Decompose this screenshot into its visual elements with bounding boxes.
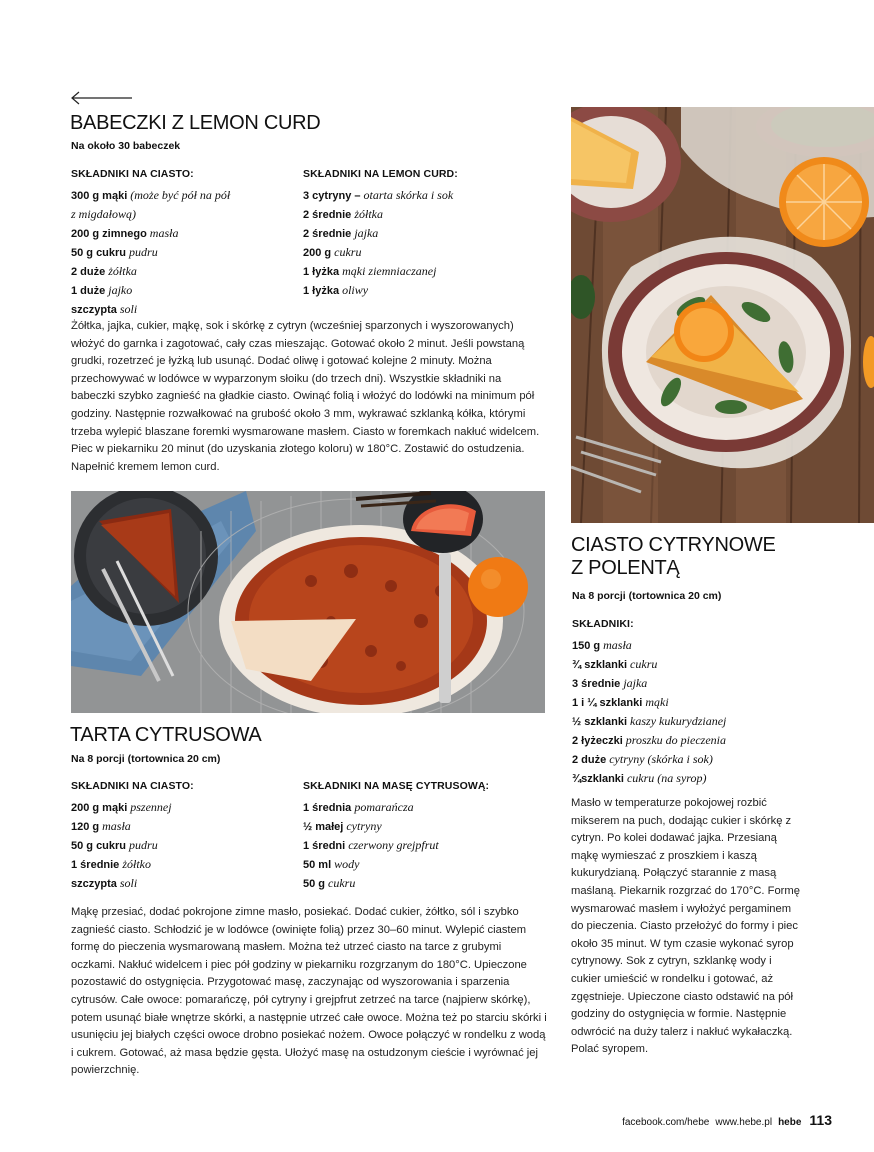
ingredient-quantity: 50 g cukru [71, 840, 127, 852]
ingredient-quantity: 1 łyżka [303, 266, 340, 278]
citrus-tart-photo [71, 491, 545, 713]
ingredients-heading: SKŁADNIKI NA MASĘ CYTRUSOWĄ: [303, 780, 490, 792]
ingredient-item [572, 769, 812, 788]
ingredient-name: cukru [331, 245, 362, 259]
ingredient-quantity: ½ małej [303, 821, 344, 833]
ingredient-item [572, 674, 812, 693]
ingredient-name: żółtka [351, 207, 383, 221]
ingredient-item [71, 224, 291, 243]
ingredient-name: oliwy [339, 283, 369, 297]
ingredient-quantity: 2 łyżeczki [572, 735, 623, 747]
ingredient-name: jajko [105, 283, 133, 297]
ingredient-name: pomarańcza [351, 800, 414, 814]
ingredient-name: masła [146, 226, 179, 240]
ingredient-name: pszennej [127, 800, 172, 814]
ingredient-name: jajka [351, 226, 379, 240]
ingredient-item [71, 817, 291, 836]
ingredient-name: żółtko [119, 857, 151, 871]
ingredient-quantity: 2 duże [71, 266, 106, 278]
ingredient-item [572, 655, 812, 674]
website-link[interactable]: www.hebe.pl [715, 1117, 773, 1128]
ingredient-name: mąki ziemniaczanej [339, 264, 437, 278]
ingredient-quantity: szczypta [71, 304, 117, 316]
ingredient-list [303, 186, 543, 300]
ingredient-list [71, 186, 291, 319]
ingredient-quantity: ¾ szklanki [572, 659, 628, 671]
ingredient-item [71, 281, 291, 300]
ingredient-name: mąki [642, 695, 669, 709]
ingredient-quantity: ¾szklanki [572, 773, 624, 785]
ingredient-item [71, 205, 291, 224]
recipe-method: Żółtka, jajka, cukier, mąkę, sok i skórkę z cytryn (wcześniej sparzonych i wyszorowanych) włożyć do garnka i zagotować, cały czas mieszając. Gotować około 2 minut. Jeśli powstaną grudki, rozetrzeć je łyżką lub usunąć. Dodać oliwę i gotować kolejne 2 minuty. Można przechowywać w lodówce w wyparzonym słoiku (do trzech dni). Wszystkie składniki na babeczki szybko zagnieść na gładkie ciasto. Owinąć folią i włożyć do lodówki na minimum pół godziny. Następnie rozwałkować na grubość około 3 mm, wykrawać szklanką kółka, którymi trzeba wylepić blaszane foremki wysmarowane masłem. Ciasto w foremkach nakłuć widelcem. Piec w piekarniku 20 minut (do uzyskania złotego koloru) w 180°C. Zostawić do ostudzenia. Napełnić kremem lemon curd. [71, 320, 540, 473]
ingredient-item [71, 798, 291, 817]
ingredients-dough [71, 780, 291, 893]
page-footer [622, 1112, 832, 1128]
ingredient-quantity: 1 łyżka [303, 285, 340, 297]
ingredient-item [303, 798, 543, 817]
ingredient-quantity: 120 g [71, 821, 100, 833]
ingredient-item [572, 693, 812, 712]
ingredient-quantity: 2 średnie [303, 228, 352, 240]
ingredient-item [303, 224, 543, 243]
recipe-portion: Na 8 porcji (tortownica 20 cm) [572, 590, 722, 602]
ingredient-quantity: 1 średni [303, 840, 346, 852]
ingredient-name: proszku do pieczenia [622, 733, 726, 747]
ingredient-item [71, 874, 291, 893]
ingredient-quantity: 200 g [303, 247, 332, 259]
ingredient-name: cukru [627, 657, 658, 671]
ingredient-quantity: 1 duże [71, 285, 106, 297]
ingredient-item [71, 300, 291, 319]
ingredient-name: cukru (na syrop) [623, 771, 707, 785]
ingredient-name: z migdałową) [71, 207, 137, 221]
ingredient-item [303, 243, 543, 262]
recipe-method: Masło w temperaturze pokojowej rozbić mikserem na puch, dodając cukier i skórkę z cytryn. Po kolei dodawać jajka. Przesianą mąkę wymieszać z proszkiem i kaszą kukurydzianą. Połączyć starannie z masą maślaną. Piekarnik rozgrzać do 170°C. Formę wysmarować masłem i wyłożyć pergaminem do pieczenia. Ciasto przełożyć do formy i piec około 35 minut. W tym czasie wykonać syrop cytrynowy. Sok z cytryn, szklankę wody i cukier umieścić w rondelku i gotować, aż zgęstnieje. Upieczone ciasto odstawić na pół godziny do ostygnięcia w formie. Następnie odwrócić na duży talerz i nakłuć wykałaczką. Polać syropem. [571, 797, 800, 1056]
ingredients-heading: SKŁADNIKI NA CIASTO: [71, 168, 194, 180]
ingredient-item [572, 636, 812, 655]
ingredient-quantity: 3 średnie [572, 678, 621, 690]
ingredient-item [572, 712, 812, 731]
facebook-link[interactable]: facebook.com/hebe [622, 1117, 710, 1128]
recipe-method: Mąkę przesiać, dodać pokrojone zimne masło, posiekać. Dodać cukier, żółtko, sól i szybko zagnieść ciasto. Schłodzić je w lodówce (owinięte folią) przez 30–60 minut. Wylepić ciastem formę do pieczenia wysmarowaną masłem. Można też utrzeć ciasto na tarce z grubymi oczkami. Nakłuć widelcem i piec pół godziny w piekarniku rozgrzanym do 180°C. Upieczone pozostawić do ostygnięcia. Przygotować masę, zaczynając od wyszorowania i sparzenia cytrusów. Całe owoce: pomarańczę, pół cytryny i grejpfrut zetrzeć na tarce (najpierw skórkę), potem usunąć białe wnętrze skórki, a następnie utrzeć całe owoce. Można też po starciu skórki i usunięciu jej białych części owoce drobno posiekać nożem. Owoce połączyć w rondelku z wodą i cukrem. Gotować, aż masa będzie gęsta. Ułożyć masę na ostudzonym cieście i wyrównać jej powierzchnię. [71, 906, 547, 1077]
ingredient-item [303, 817, 543, 836]
ingredient-name: otarta skórka i sok [360, 188, 454, 202]
ingredient-name: jajka [620, 676, 648, 690]
ingredient-quantity: 3 cytryny – [303, 190, 361, 202]
ingredients-dough [71, 168, 291, 319]
ingredient-item [303, 874, 543, 893]
recipe-title: BABECZKI Z LEMON CURD [70, 112, 321, 134]
ingredients-curd [303, 168, 543, 300]
ingredient-quantity: 200 g zimnego [71, 228, 147, 240]
ingredient-quantity: 300 g mąki [71, 190, 128, 202]
ingredient-item [303, 186, 543, 205]
back-arrow-icon[interactable] [70, 90, 134, 106]
recipe-portion: Na 8 porcji (tortownica 20 cm) [71, 753, 221, 765]
ingredient-name: cytryny [343, 819, 382, 833]
page-number: 113 [809, 1112, 832, 1128]
ingredient-name: cukru [325, 876, 356, 890]
ingredient-quantity: 1 i ¼ szklanki [572, 697, 643, 709]
ingredient-quantity: 50 g cukru [71, 247, 127, 259]
ingredient-item [572, 731, 812, 750]
ingredient-item [71, 243, 291, 262]
recipe-title: TARTA CYTRUSOWA [70, 724, 262, 746]
ingredient-quantity: 2 duże [572, 754, 607, 766]
ingredient-item [71, 836, 291, 855]
ingredient-item [303, 205, 543, 224]
ingredients-heading: SKŁADNIKI NA LEMON CURD: [303, 168, 458, 180]
ingredient-name: pudru [126, 245, 158, 259]
ingredient-item [71, 855, 291, 874]
ingredient-item [71, 186, 291, 205]
ingredient-quantity: 1 średnia [303, 802, 352, 814]
ingredient-quantity: 200 g mąki [71, 802, 128, 814]
ingredient-name: cytryny (skórka i sok) [606, 752, 713, 766]
ingredient-quantity: 1 średnie [71, 859, 120, 871]
ingredient-item [303, 262, 543, 281]
ingredient-quantity: 150 g [572, 640, 601, 652]
brand-name: hebe [778, 1117, 802, 1128]
ingredient-quantity: szczypta [71, 878, 117, 890]
ingredient-item [303, 281, 543, 300]
ingredients-heading: SKŁADNIKI: [572, 618, 634, 630]
ingredient-quantity: 50 g [303, 878, 326, 890]
ingredient-quantity: 2 średnie [303, 209, 352, 221]
ingredient-item [71, 262, 291, 281]
ingredient-name: kaszy kukurydzianej [627, 714, 727, 728]
ingredient-name: pudru [126, 838, 158, 852]
ingredients [572, 618, 812, 788]
ingredients-heading: SKŁADNIKI NA CIASTO: [71, 780, 194, 792]
ingredient-item [572, 750, 812, 769]
ingredient-name: czerwony grejpfrut [345, 838, 439, 852]
ingredient-name: soli [116, 302, 138, 316]
ingredient-name: wody [331, 857, 360, 871]
ingredient-name: żółtka [105, 264, 137, 278]
ingredient-list [71, 798, 291, 893]
ingredient-list [572, 636, 812, 788]
recipe-portion: Na około 30 babeczek [71, 140, 181, 152]
ingredient-item [303, 855, 543, 874]
ingredient-list [303, 798, 543, 893]
ingredient-name: masła [99, 819, 131, 833]
ingredient-quantity: 50 ml [303, 859, 332, 871]
recipe-title: CIASTO CYTRYNOWE Z POLENTĄ [571, 534, 776, 579]
ingredient-item [303, 836, 543, 855]
ingredients-citrus-mass [303, 780, 543, 893]
ingredient-name: masła [600, 638, 632, 652]
lemon-polenta-cake-photo [571, 107, 874, 523]
ingredient-name: (może być pół na pół [127, 188, 231, 202]
ingredient-quantity: ½ szklanki [572, 716, 628, 728]
ingredient-name: soli [116, 876, 138, 890]
